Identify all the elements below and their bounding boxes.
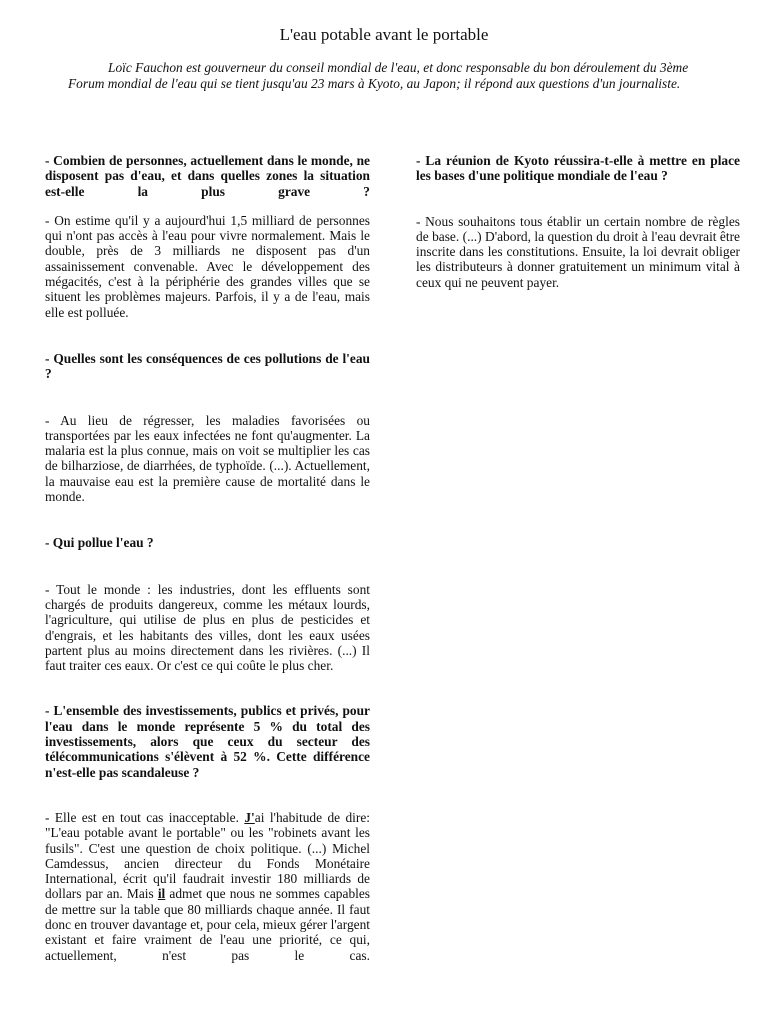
right-column <box>416 153 740 290</box>
answer-4-underlined-1: J' <box>244 809 255 825</box>
question-3: - Qui pollue l'eau ? <box>45 535 154 551</box>
answer-5: - Nous souhaitons tous établir un certain nombre de règles de base. (...) D'abord, la question du droit à l'eau devrait être inscrite dans les constitutions. Ensuite, la loi devrait obliger les distributeurs à donner gratuitement un minimum vital à ceux qui ne peuvent payer. <box>416 213 740 290</box>
answer-2: - Au lieu de régresser, les maladies favorisées ou transportées par les eaux infectées ne font qu'augmenter. La malaria est la plus connue, mais on voit se multiplier les cas de bilharziose, de diarrhées, de typhoïde. (...). Actuellement, la mauvaise eau est la première cause de mortalité dans le monde. <box>45 412 370 505</box>
intro-paragraph: Loïc Fauchon est gouverneur du conseil mondial de l'eau, et donc responsable du bon déroulement du 3ème Forum mondial de l'eau qui se tient jusqu'au 23 mars à Kyoto, au Japon; il répond aux questions d'un journaliste. <box>68 60 689 91</box>
question-4: - L'ensemble des investissements, publics et privés, pour l'eau dans le monde représente 5 % du total des investissements, alors que ceux du secteur des télécommunications s'élèvent à 52 %. Cette différence n'est-elle pas scandaleuse ? <box>45 703 370 780</box>
answer-4-text-3: admet que nous ne sommes capables de mettre sur la table que 80 milliards chaque année. Il faut donc en trouver davantage et, pour cela, mieux gérer l'argent existant et faire vraiment de l'eau une priorité, ce qui, actuellement, n'est pas le cas. <box>45 886 371 963</box>
answer-4-text-2: ai l'habitude de dire: "L'eau potable avant le portable" ou les "robinets avant les fusils". C'est une question de choix politique. (...) Michel Camdessus, ancien directeur du Fonds Monétaire International, écrit qu'il faudrait investir 180 milliards de dollars par an. Mais <box>45 809 370 902</box>
question-2: - Quelles sont les conséquences de ces pollutions de l'eau ? <box>45 350 370 382</box>
answer-3: - Tout le monde : les industries, dont les effluents sont chargés de produits dangereux, comme les métaux lourds, l'agriculture, qui utilise de plus en plus de pesticides et d'engrais, et les habitants des villes, dont les eaux usées partent plus au moins directement dans les rivières. (...) Il faut traiter ces eaux. Or c'est ce qui coûte le plus cher. <box>45 581 370 674</box>
page-title: L'eau potable avant le portable <box>279 25 489 44</box>
answer-4 <box>45 810 370 963</box>
question-5: - La réunion de Kyoto réussira-t-elle à mettre en place les bases d'une politique mondiale de l'eau ? <box>416 153 740 184</box>
left-column <box>45 153 370 963</box>
question-1: - Combien de personnes, actuellement dans le monde, ne disposent pas d'eau, et dans quelles zones la situation est-elle la plus grave ? <box>45 153 370 199</box>
answer-4-text-1: - Elle est en tout cas inacceptable. <box>45 809 245 825</box>
answer-4-underlined-2: il <box>157 886 166 902</box>
answer-1: - On estime qu'il y a aujourd'hui 1,5 milliard de personnes qui n'ont pas accès à l'eau pour vivre normalement. Mais le double, près de 3 milliards ne disposent pas d'un assainissement convenable. Avec le développement des mégacités, c'est à la périphérie des grandes villes que se situent les problèmes majeurs. Parfois, il y a de l'eau, mais elle est polluée. <box>45 212 370 320</box>
